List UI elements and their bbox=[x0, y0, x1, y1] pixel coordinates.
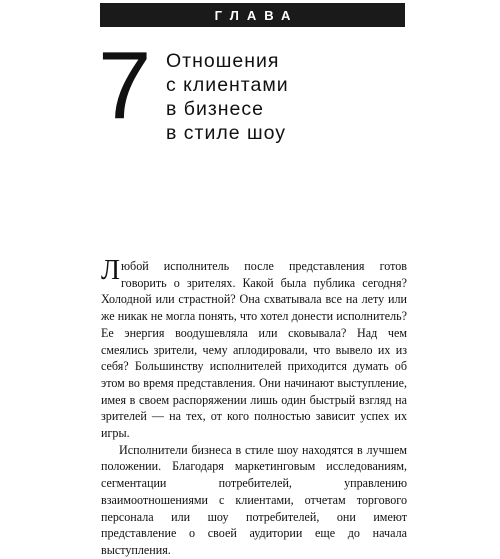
chapter-title-line-1: Отношения bbox=[166, 50, 280, 72]
drop-cap: Л bbox=[101, 255, 120, 286]
chapter-label: ГЛАВА bbox=[214, 7, 299, 23]
paragraph-2: Исполнители бизнеса в стиле шоу находятся в лучшем положении. Благодаря маркетинговым исследованиям, сегментации потребителей, управлению взаимоотношениями с клиентами, отчетам торгового персонала или шоу потребителей, они имеют представление о своей аудитории еще до начала выступления. bbox=[101, 442, 407, 557]
chapter-number: 7 bbox=[98, 32, 152, 139]
paragraph-1 bbox=[101, 255, 407, 442]
chapter-header-bar bbox=[100, 3, 405, 27]
paragraph-1-text: юбой исполнитель после представления готов говорить о зрителях. Какой была публика сегодня? Холодной или страстной? Она схватывала все на лету или же никак не могла понять, что хотел донести исполнитель? Ее энергия воодушевляла или сковывала? Над чем смеялись зрители, чему аплодировали, что вывело их из себя? Большинству исполнителей приходится думать об этом во время представления. Они начинают выступление, имея в своем распоряжении лишь один быстрый взгляд на зрителей — на тех, от кого полностью зависит успех их игры. bbox=[101, 259, 407, 441]
body-text bbox=[101, 255, 407, 559]
chapter-title-line-3: в бизнесе bbox=[166, 98, 264, 120]
chapter-title-line-2: с клиентами bbox=[166, 74, 289, 96]
chapter-title-line-4: в стиле шоу bbox=[166, 122, 287, 144]
chapter-title bbox=[166, 49, 406, 145]
